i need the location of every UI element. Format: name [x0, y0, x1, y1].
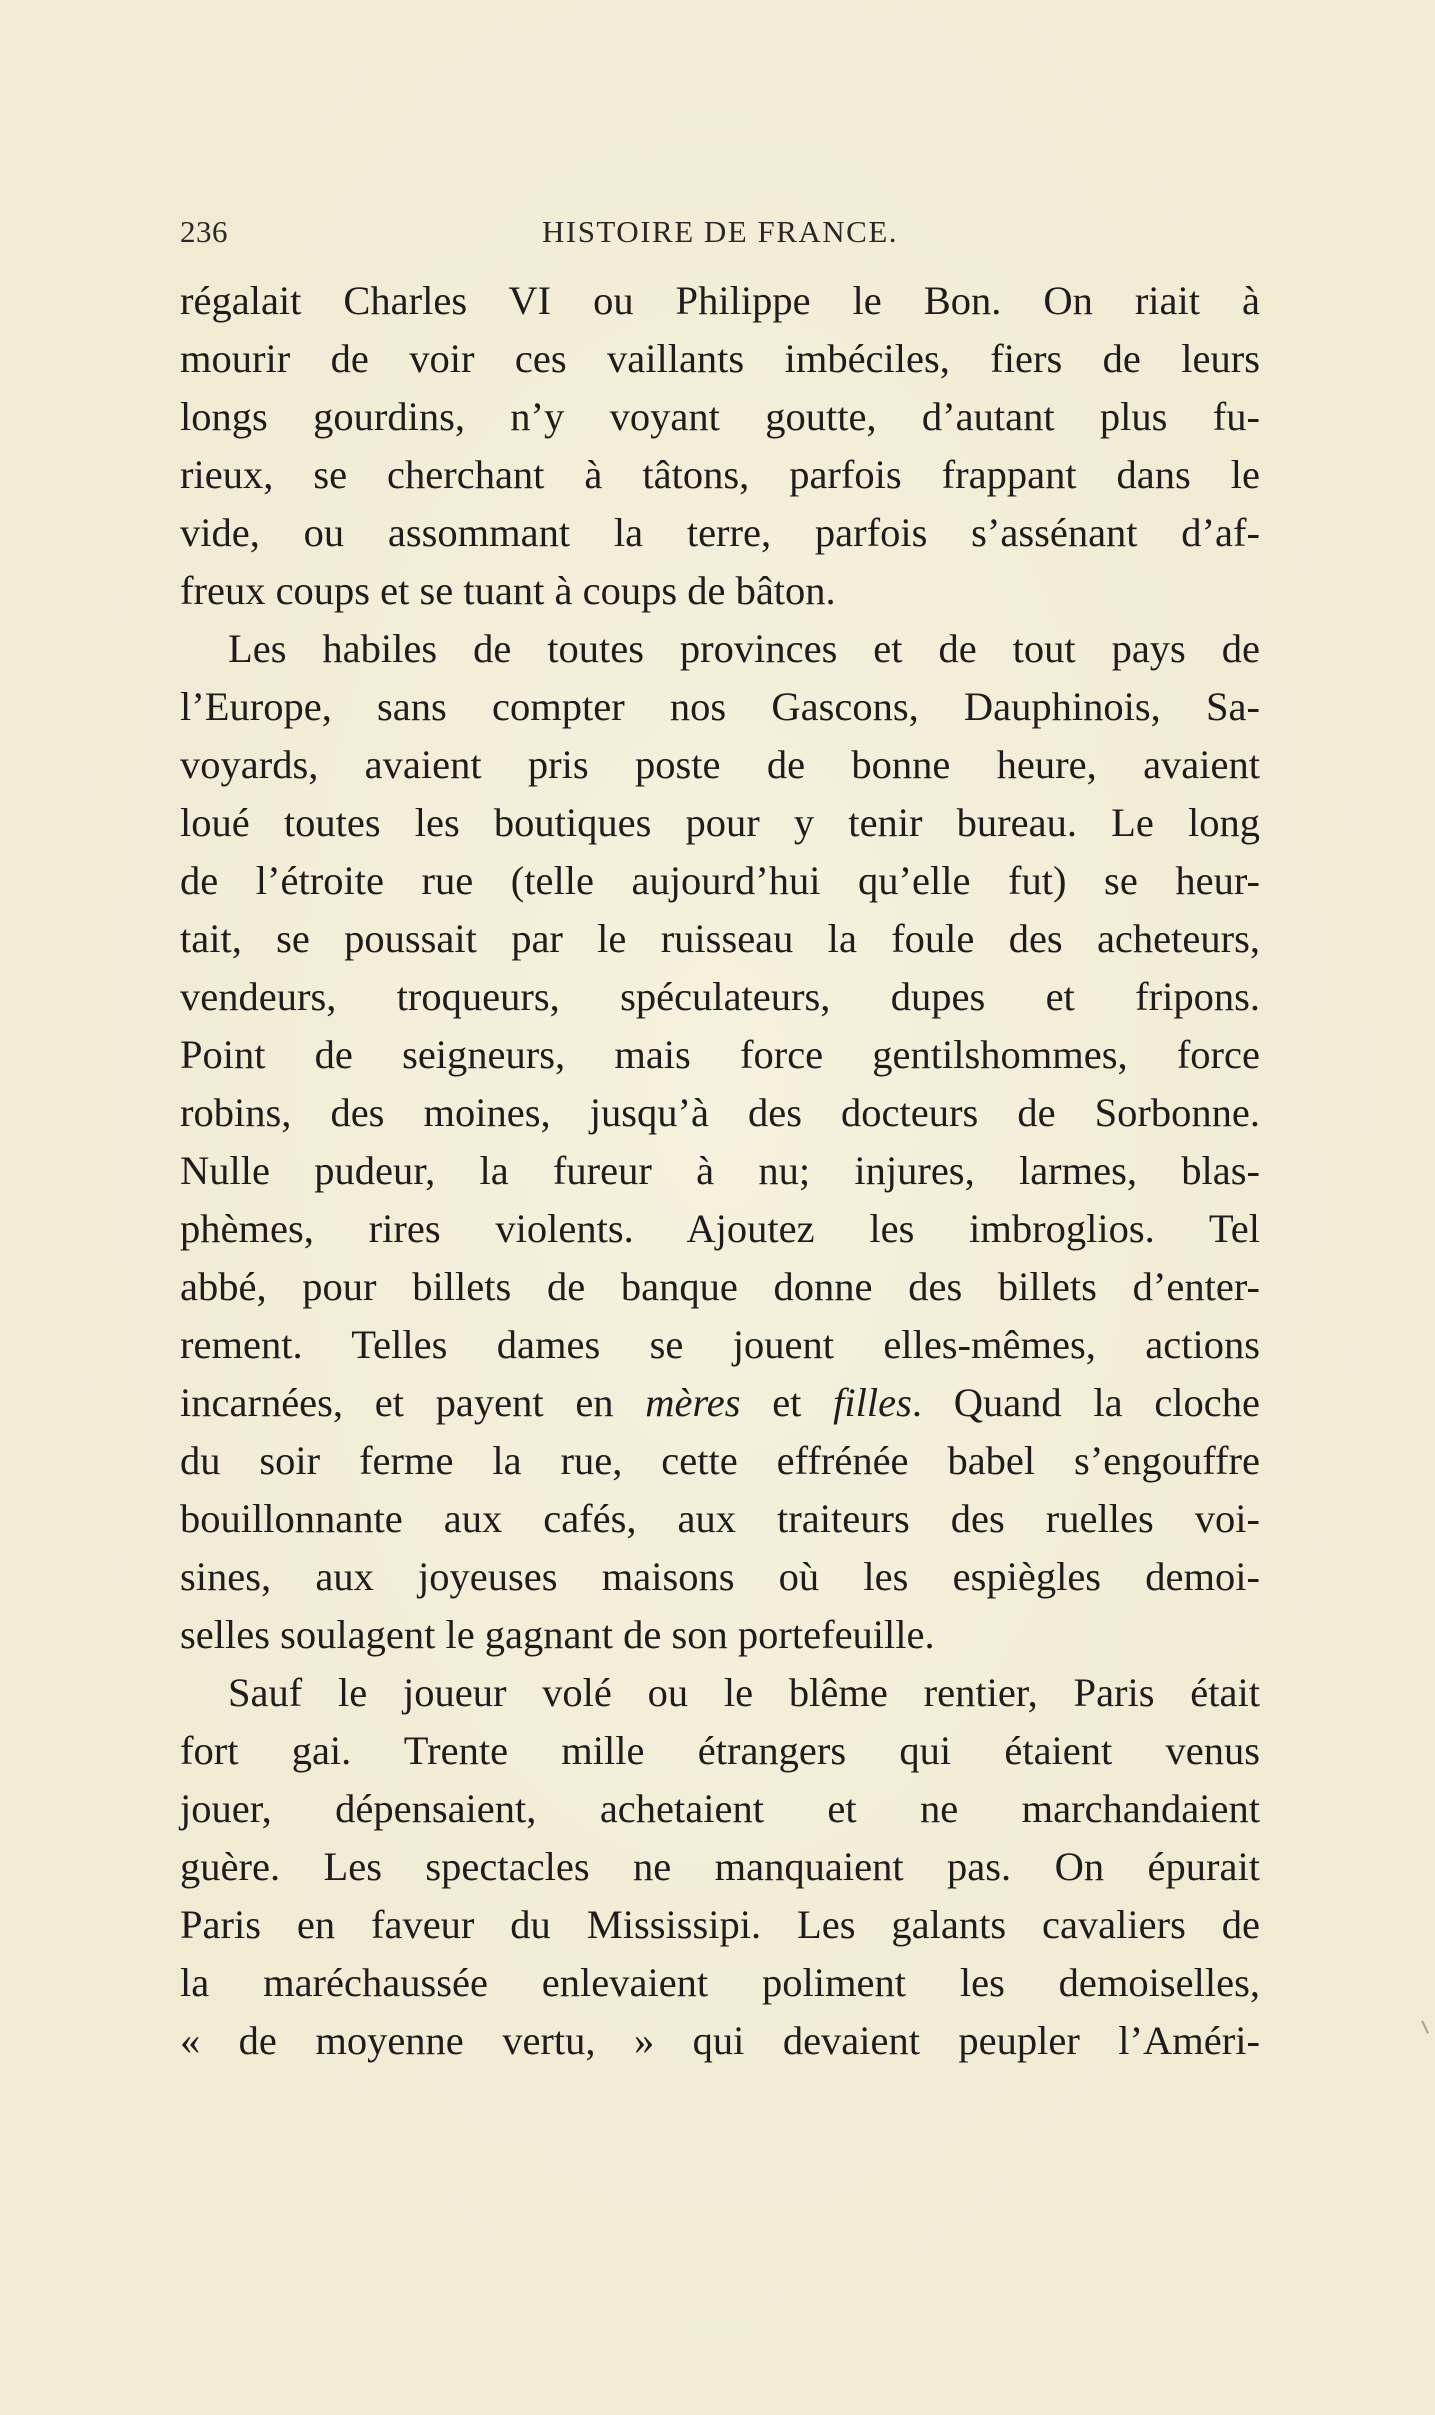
- text-line: abbé, pour billets de banque donne des billets d’enter-: [180, 1264, 1260, 1309]
- text-line: selles soulagent le gagnant de son portefeuille.: [180, 1612, 935, 1657]
- text-line: de l’étroite rue (telle aujourd’hui qu’elle fut) se heur-: [180, 858, 1260, 903]
- italic-word: mères: [645, 1380, 741, 1425]
- text-line: loué toutes les boutiques pour y tenir bureau. Le long: [180, 800, 1260, 845]
- body-text: [180, 272, 1260, 2070]
- paragraph-2: [180, 620, 1260, 1664]
- text-line: Paris en faveur du Mississipi. Les galants cavaliers de: [180, 1902, 1260, 1947]
- text-line: longs gourdins, n’y voyant goutte, d’autant plus fu-: [180, 394, 1260, 439]
- text-line: tait, se poussait par le ruisseau la foule des acheteurs,: [180, 916, 1260, 961]
- text-line: guère. Les spectacles ne manquaient pas. On épurait: [180, 1844, 1260, 1889]
- text-line: Les habiles de toutes provinces et de tout pays de: [228, 626, 1260, 671]
- text-line: l’Europe, sans compter nos Gascons, Dauphinois, Sa-: [180, 684, 1260, 729]
- text-line: Point de seigneurs, mais force gentilshommes, force: [180, 1032, 1260, 1077]
- text-line: Sauf le joueur volé ou le blême rentier, Paris était: [228, 1670, 1260, 1715]
- text-line: bouillonnante aux cafés, aux traiteurs des ruelles voi-: [180, 1496, 1260, 1541]
- text-line: la maréchaussée enlevaient poliment les demoiselles,: [180, 1960, 1260, 2005]
- running-title: HISTOIRE DE FRANCE.: [541, 214, 899, 249]
- text-line: sines, aux joyeuses maisons où les espiègles demoi-: [180, 1554, 1260, 1599]
- text-line: voyards, avaient pris poste de bonne heure, avaient: [180, 742, 1260, 787]
- text-line: incarnées, et payent en mères et filles. Quand la cloche: [180, 1380, 1260, 1425]
- italic-word: filles: [833, 1380, 912, 1425]
- text-line: robins, des moines, jusqu’à des docteurs de Sorbonne.: [180, 1090, 1260, 1135]
- text-line: freux coups et se tuant à coups de bâton.: [180, 568, 836, 613]
- text-line: régalait Charles VI ou Philippe le Bon. On riait à: [180, 278, 1260, 323]
- text-line: rement. Telles dames se jouent elles-mêmes, actions: [180, 1322, 1260, 1367]
- text-line: rieux, se cherchant à tâtons, parfois frappant dans le: [180, 452, 1260, 497]
- text-line: mourir de voir ces vaillants imbéciles, fiers de leurs: [180, 336, 1260, 381]
- page-header: [180, 214, 1260, 258]
- paragraph-3: [180, 1664, 1260, 2070]
- text-line: vide, ou assommant la terre, parfois s’assénant d’af-: [180, 510, 1260, 555]
- text-line: « de moyenne vertu, » qui devaient peupler l’Améri-: [180, 2018, 1260, 2063]
- text-line: du soir ferme la rue, cette effrénée babel s’engouffre: [180, 1438, 1260, 1483]
- text-line: fort gai. Trente mille étrangers qui étaient venus: [180, 1728, 1260, 1773]
- margin-mark: [1421, 2020, 1429, 2034]
- text-line: Nulle pudeur, la fureur à nu; injures, larmes, blas-: [180, 1148, 1260, 1193]
- page-number: 236: [180, 214, 228, 249]
- text-line: jouer, dépensaient, achetaient et ne marchandaient: [180, 1786, 1260, 1831]
- text-line: phèmes, rires violents. Ajoutez les imbroglios. Tel: [180, 1206, 1260, 1251]
- text-line: vendeurs, troqueurs, spéculateurs, dupes et fripons.: [180, 974, 1260, 1019]
- paragraph-1: [180, 272, 1260, 620]
